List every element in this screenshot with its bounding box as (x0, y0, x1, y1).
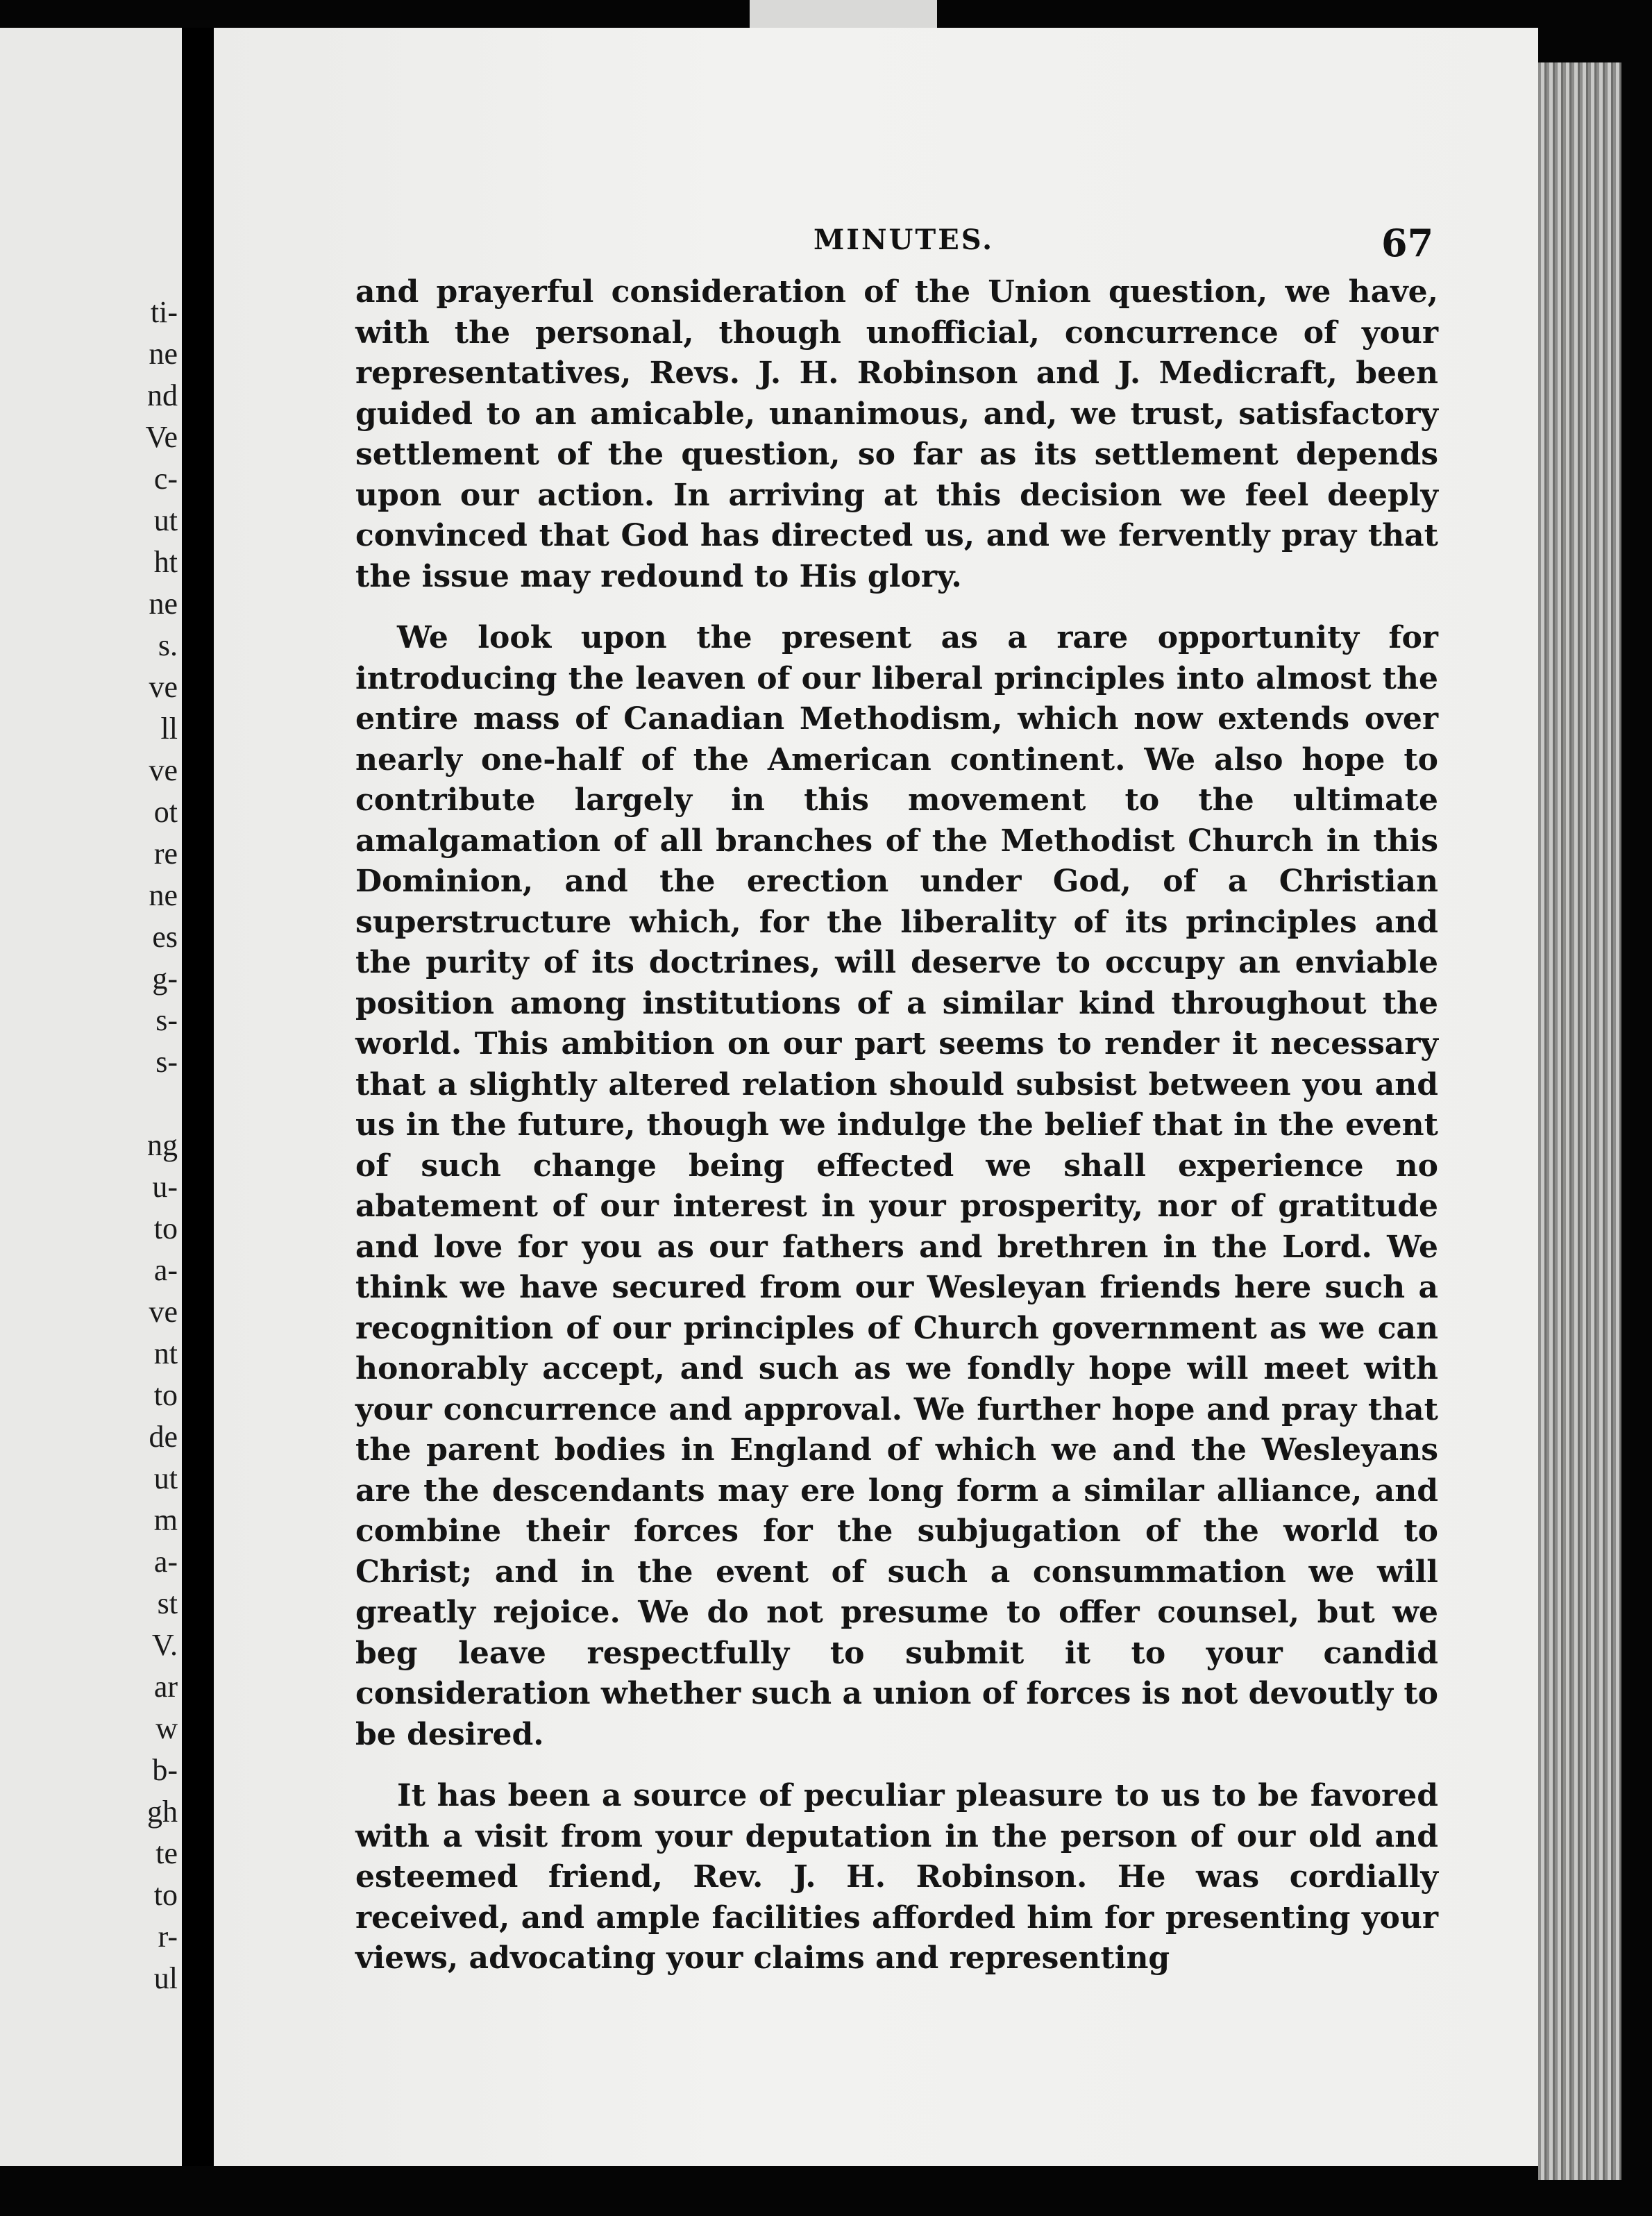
left-fragment: m (153, 1503, 178, 1537)
left-fragment: ut (153, 503, 178, 537)
left-fragment: to (153, 1211, 178, 1245)
left-fragment: to (153, 1878, 178, 1912)
left-fragment: te (155, 1836, 178, 1870)
left-fragment: ul (153, 1961, 178, 1995)
left-fragment: V. (151, 1628, 178, 1662)
left-fragment: r- (158, 1920, 178, 1954)
left-fragment: w (155, 1711, 178, 1745)
left-fragment: ti- (150, 295, 178, 329)
left-fragment: ne (149, 587, 178, 621)
page-number: 67 (1381, 221, 1434, 265)
left-fragment: gh (147, 1795, 178, 1829)
page-edges (1538, 62, 1621, 2180)
left-fragment: s. (158, 628, 178, 662)
body-text (355, 272, 1438, 2000)
left-fragment: a- (153, 1545, 178, 1579)
left-fragment: b- (152, 1753, 178, 1787)
left-fragment: ne (149, 878, 178, 912)
left-fragment: s- (155, 1045, 178, 1079)
left-fragment: Ve (145, 420, 178, 454)
left-fragment: a- (153, 1253, 178, 1287)
left-fragment: ot (153, 795, 178, 829)
left-fragment: ve (149, 1295, 178, 1329)
paragraph: We look upon the present as a rare opportunity for introducing the leaven of our liberal principles into almost the entire mass of Canadian Methodism, which now extends over nearly one-half of the American continent. We also hope to contribute largely in this movement to the ultimate amalgamation of all branches of the Methodist Church in this Dominion, and the erection under God, of a Christian superstructure which, for the liberality of its principles and the purity of its doctrines, will deserve to occupy an enviable position among institutions of a similar kind throughout the world. This ambition on our part seems to render it necessary that a slightly altered relation should subsist between you and us in the future, though we indulge the belief that in the event of such change being effected we shall experience no abatement of our interest in your prosperity, nor of gratitude and love for you as our fathers and brethren in the Lord. We think we have secured from our Wesleyan friends here such a recognition of our principles of Church government as we can honorably accept, and such as we fondly hope will meet with your concurrence and approval. We further hope and pray that the parent bodies in England of which we and the Wesleyans are the descendants may ere long form a similar alliance, and combine their forces for the subjugation of the world to Christ; and in the event of such a consummation we will greatly rejoice. We do not presume to offer counsel, but we beg leave respectfully to submit it to your candid consideration whether such a union of forces is not devoutly to be desired. (355, 620, 1438, 1752)
left-page-margin-text (0, 292, 182, 1999)
left-page (0, 28, 182, 2166)
left-fragment: c- (153, 462, 178, 496)
left-fragment: nt (153, 1336, 178, 1370)
left-fragment: u- (152, 1170, 178, 1204)
left-gap (0, 1083, 182, 1125)
left-fragment: ut (153, 1461, 178, 1495)
book-gutter (182, 28, 214, 2166)
running-head: MINUTES. (814, 224, 995, 256)
left-fragment: nd (147, 378, 178, 412)
left-fragment: ve (149, 670, 178, 704)
left-fragment: s- (155, 1003, 178, 1037)
paragraph: It has been a source of peculiar pleasure to us to be favored with a visit from your deputation in the person of our old and esteemed friend, Rev. J. H. Robinson. He was cordially received, and ample facilities afforded him for presenting your views, advocating your claims and representing (355, 1778, 1438, 1976)
left-fragment: g- (152, 962, 178, 996)
paragraph: and prayerful consideration of the Union question, we have, with the personal, though unofficial, concurrence of your representatives, Revs. J. H. Robinson and J. Medicraft, been guided to an amicable, unanimous, and, we trust, satisfactory settlement of the question, so far as its settlement depends upon our action. In arriving at this decision we feel deeply convinced that God has directed us, and we fervently pray that the issue may redound to His glory. (355, 274, 1438, 594)
left-fragment: ar (153, 1670, 178, 1704)
left-fragment: ne (149, 337, 178, 371)
left-fragment: ng (147, 1128, 178, 1162)
left-fragment: re (153, 837, 178, 871)
left-fragment: de (149, 1420, 178, 1454)
left-fragment: st (157, 1586, 178, 1620)
left-fragment: es (152, 920, 178, 954)
left-fragment: to (153, 1378, 178, 1412)
left-fragment: ll (160, 712, 178, 746)
left-fragment: ht (153, 545, 178, 579)
left-fragment: ve (149, 753, 178, 787)
